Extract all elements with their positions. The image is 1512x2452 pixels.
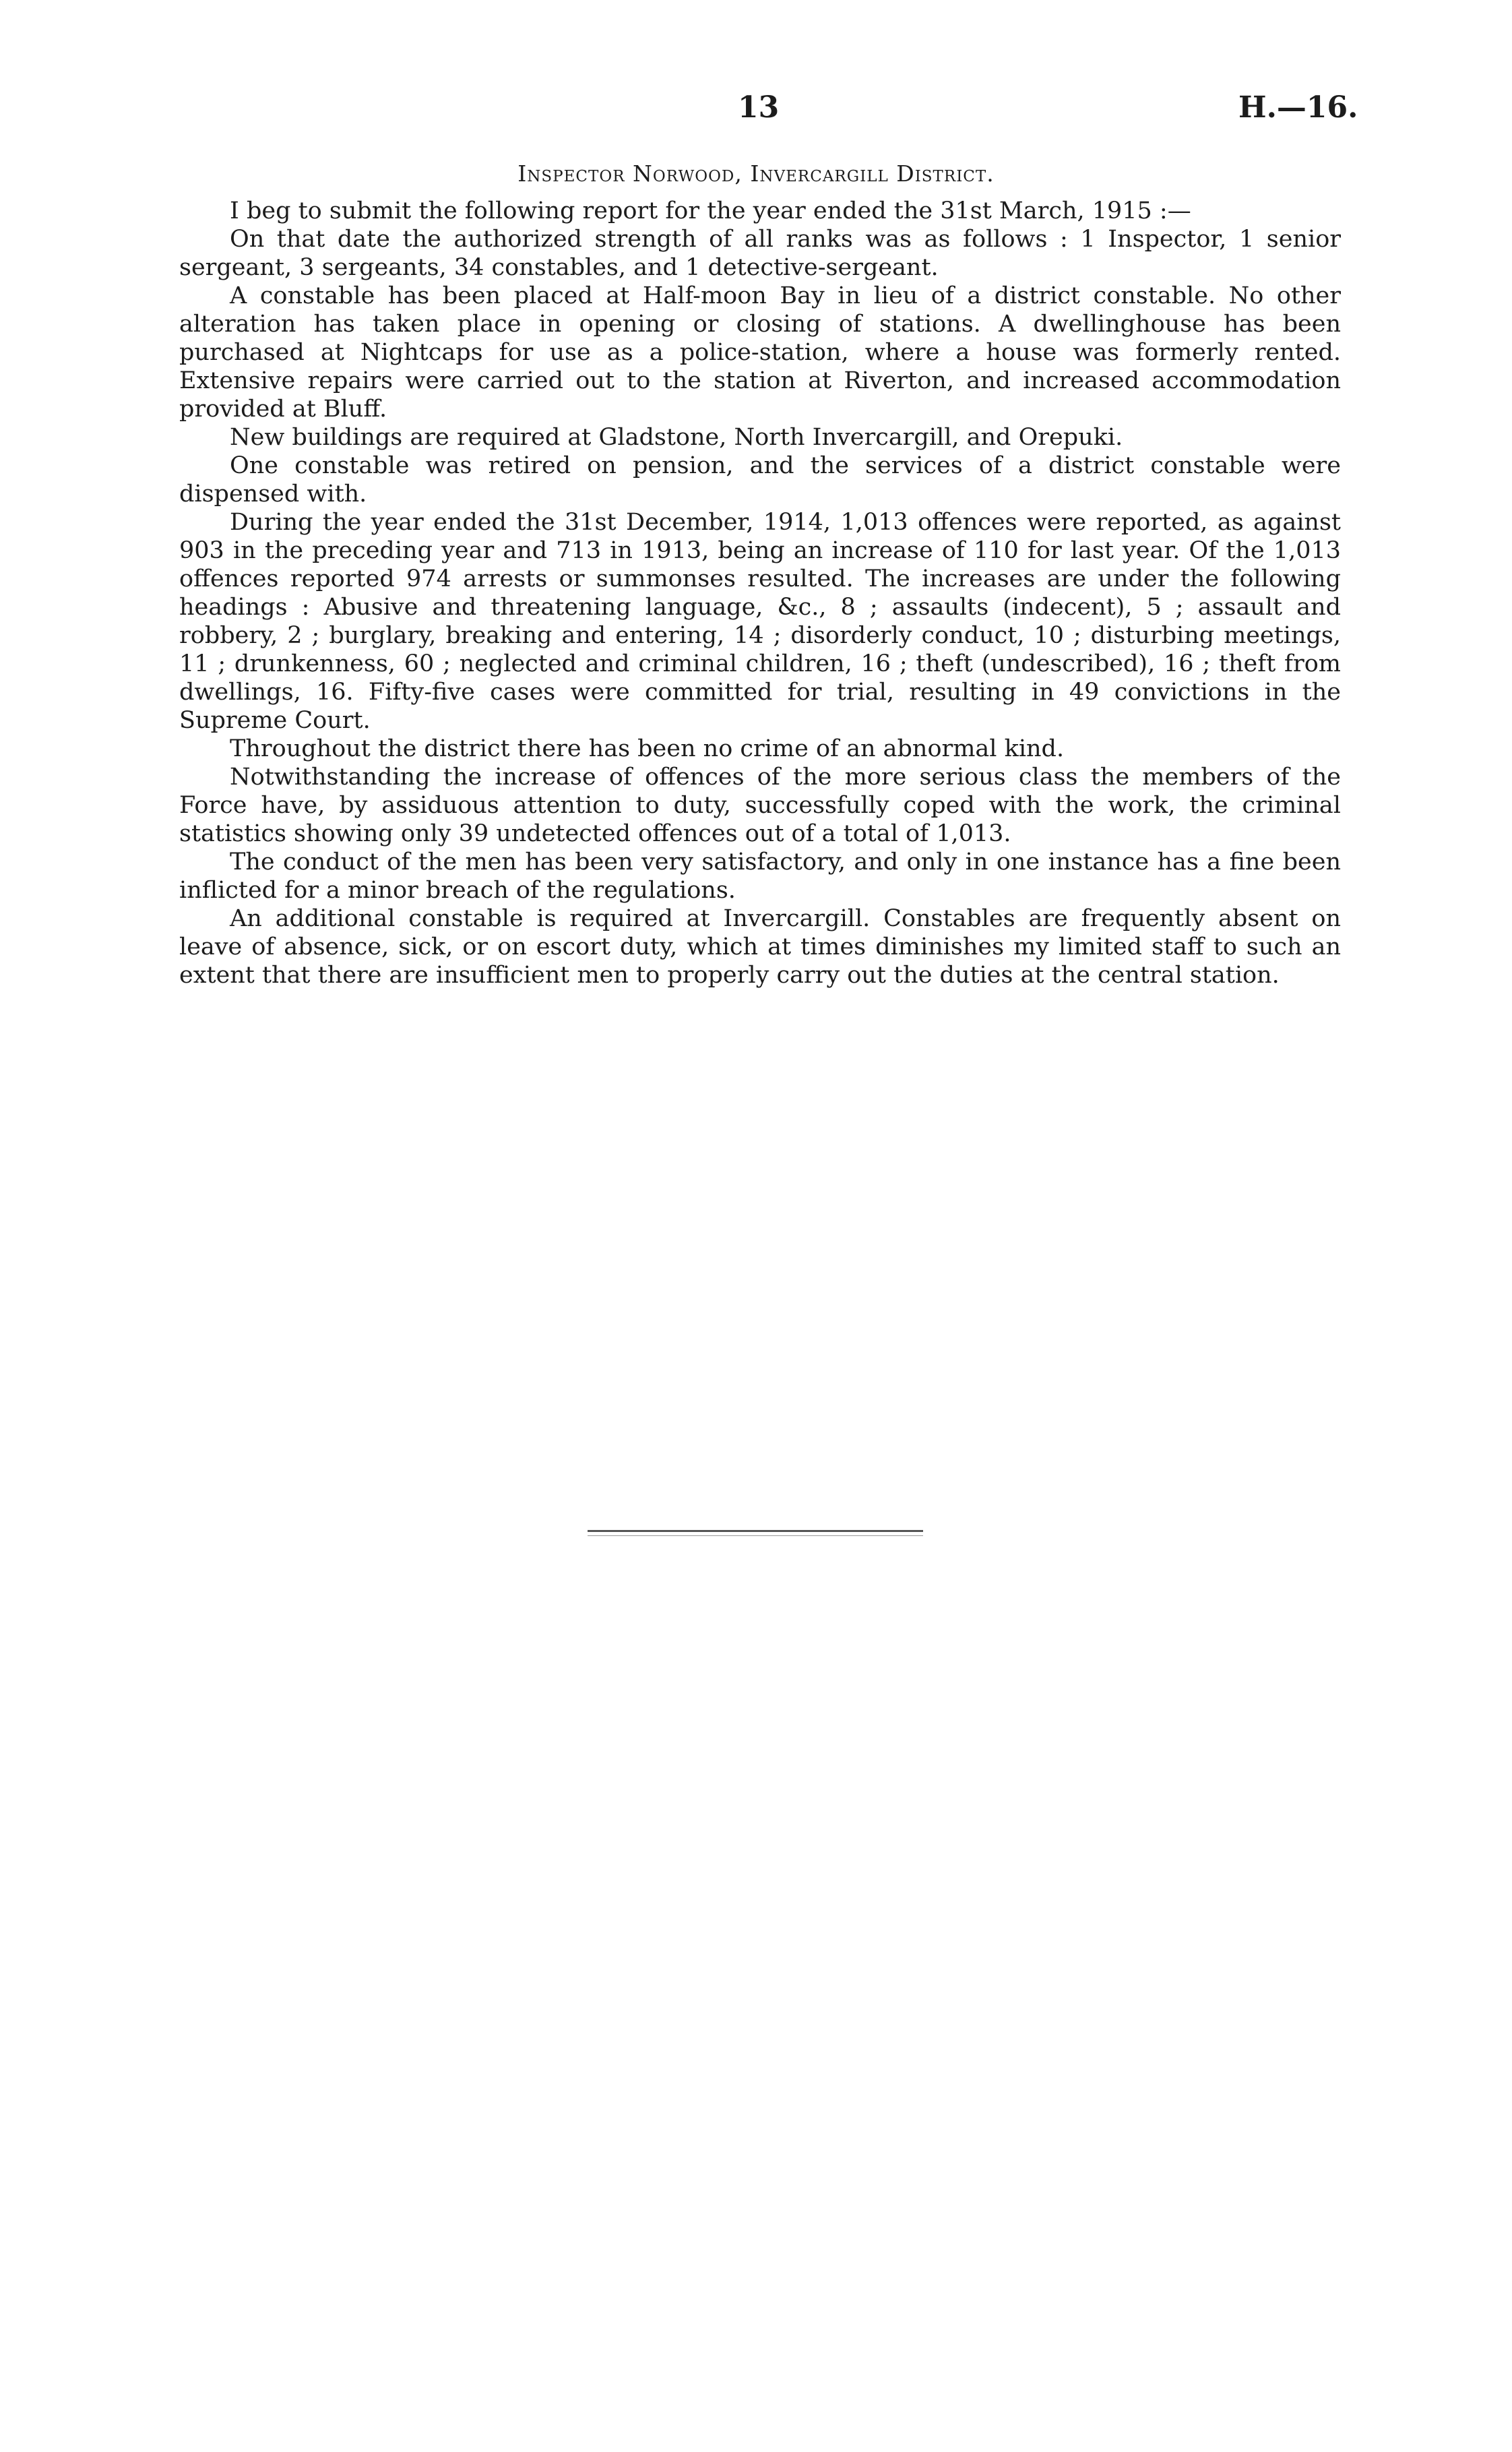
paragraph: Notwithstanding the increase of offences of the more serious class the members of the Force have, by assiduous attention to duty, successfully coped with the work, the criminal statistics showing only 39 undetected offences out of a total of 1,013.: [179, 764, 1341, 847]
paragraph: The conduct of the men has been very satisfactory, and only in one instance has a fine been inflicted for a minor breach of the regulations.: [179, 849, 1341, 904]
paragraph: A constable has been placed at Half-moon Bay in lieu of a district constable. No other alteration has taken place in opening or closing of stations. A dwellinghouse has been purchased at Nightcaps for use as a police-station, where a house was formerly rented. Extensive repairs were carried out to the station at Riverton, and increased accommodation provided at Bluff.: [179, 282, 1341, 423]
paragraph: I beg to submit the following report for the year ended the 31st March, 1915 :—: [230, 197, 1191, 224]
closing-rule-secondary: [588, 1535, 923, 1536]
report-body: [179, 197, 1341, 989]
paragraph: An additional constable is required at Invercargill. Constables are frequently absent on leave of absence, sick, or on escort duty, which at times diminishes my limited staff to such an extent that there are insufficient men to properly carry out the duties at the central station.: [179, 905, 1341, 989]
paragraph: One constable was retired on pension, and the services of a district constable were dispensed with.: [179, 452, 1341, 508]
paragraph: On that date the authorized strength of all ranks was as follows : 1 Inspector, 1 senior sergeant, 3 sergeants, 34 constables, and 1 detective-sergeant.: [179, 226, 1341, 281]
paragraph: New buildings are required at Gladstone, North Invercargill, and Orepuki.: [230, 424, 1123, 451]
report-code: H.—16.: [1238, 90, 1358, 125]
paragraph: During the year ended the 31st December, 1914, 1,013 offences were reported, as against 903 in the preceding year and 713 in 1913, being an increase of 110 for last year. Of the 1,013 offences reported 974 arrests or summonses resulted. The increases are under the following headings : Abusive and threatening language, &c., 8 ; assaults (indecent), 5 ; assault and robbery, 2 ; burglary, breaking and entering, 14 ; disorderly conduct, 10 ; disturbing meetings, 11 ; drunkenness, 60 ; neglected and criminal children, 16 ; theft (undescribed), 16 ; theft from dwellings, 16. Fifty-five cases were committed for trial, resulting in 49 convictions in the Supreme Court.: [179, 509, 1341, 734]
page-header: [0, 90, 1512, 131]
page-number: 13: [738, 90, 780, 125]
section-title: Inspector Norwood, Invercargill District.: [517, 160, 995, 187]
closing-rule: [588, 1530, 923, 1532]
paragraph: Throughout the district there has been no crime of an abnormal kind.: [230, 735, 1065, 762]
